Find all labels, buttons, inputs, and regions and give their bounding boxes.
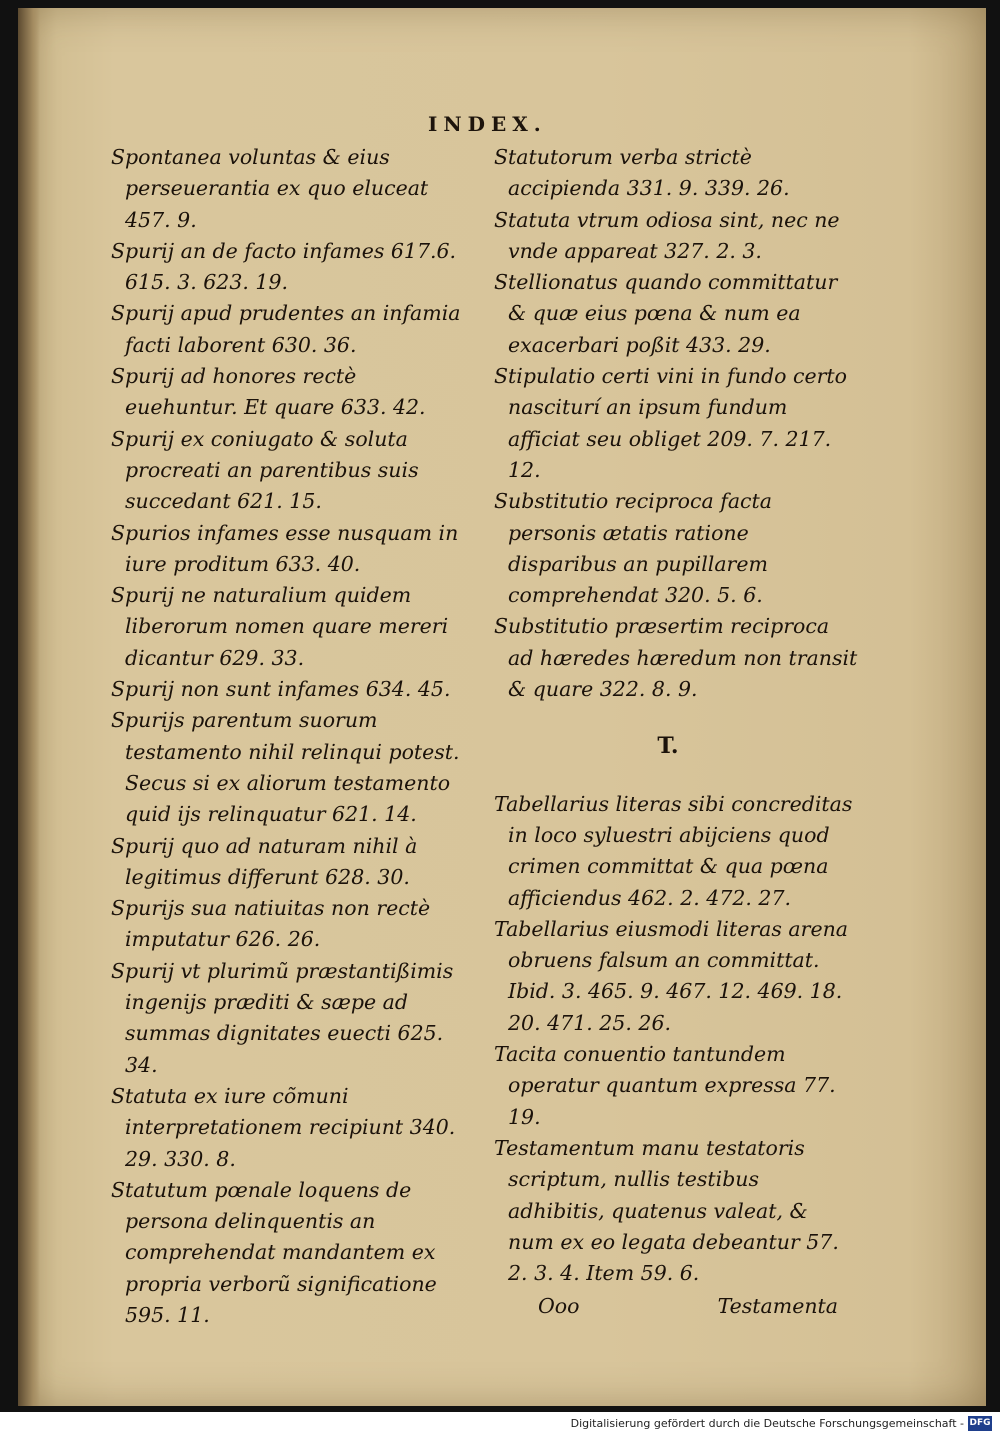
index-column-left: [95, 142, 465, 1331]
funding-credit: Digitalisierung gefördert durch die Deutsche Forschungsgemeinschaft -: [570, 1417, 964, 1430]
index-entry: Spurij ne naturalium quidem liberorum nomen quare mereri dicantur 629. 33.: [111, 583, 449, 670]
index-entry: Spurij ex coniugato & soluta procreati an parentibus suis succedant 621. 15.: [111, 426, 419, 514]
index-entry: Spurios infames esse nusquam in iure proditum 633. 40.: [111, 520, 459, 576]
index-entry: Statuta ex iure cõmuni interpretationem recipiunt 340. 29. 330. 8.: [111, 1083, 456, 1171]
index-entry: Substitutio præsertim reciproca ad hæredes hæredum non transit & quare 322. 8. 9.: [494, 614, 858, 702]
index-entry: Stipulatio certi vini in fundo certo nasciturí an ipsum fundum afficiat seu obliget 209. 7. 217. 12.: [494, 364, 847, 482]
index-entry: Tabellarius literas sibi concreditas in loco syluestri abijciens quod crimen committat & qua pœna afficiendus 462. 2. 472. 27.: [494, 791, 853, 910]
footer-bar: [0, 1412, 1000, 1437]
index-entry: Spurij vt plurimũ præstantißimis ingenijs præditi & sæpe ad summas dignitates euecti 625. 34.: [111, 958, 454, 1077]
index-column-right: [478, 142, 858, 1323]
index-entry: Spurijs sua natiuitas non rectè imputatur 626. 26.: [111, 896, 431, 952]
running-header: INDEX.: [428, 112, 547, 136]
index-entry: Spurij ad honores rectè euehuntur. Et quare 633. 42.: [111, 364, 426, 420]
index-entry: Spontanea voluntas & eius perseuerantia ex quo eluceat 457. 9.: [111, 145, 429, 232]
index-entry: Substitutio reciproca facta personis ætatis ratione disparibus an pupillarem comprehendat 320. 5. 6.: [494, 489, 772, 608]
index-entry: Statutorum verba strictè accipienda 331. 9. 339. 26.: [494, 145, 790, 201]
section-letter: T.: [657, 733, 679, 760]
index-entry: Statuta vtrum odiosa sint, nec ne vnde appareat 327. 2. 3.: [494, 207, 840, 263]
index-entry: Spurij non sunt infames 634. 45.: [111, 677, 451, 702]
catchword-row: [478, 1291, 858, 1322]
signature-mark: Ooo: [538, 1294, 580, 1319]
index-entry: Tacita conuentio tantundem operatur quantum expressa 77. 19.: [494, 1042, 836, 1129]
catchword: Testamenta: [717, 1294, 838, 1319]
index-entry: Testamentum manu testatoris scriptum, nullis testibus adhibitis, quatenus valeat, & num ex eo legata debeantur 57. 2. 3. 4. Item 59. 6.: [494, 1135, 839, 1286]
index-entry: Statutum pœnale loquens de persona delinquentis an comprehendat mandantem ex propria verborũ significatione 595. 11.: [111, 1177, 437, 1327]
index-entry: Stellionatus quando committatur & quæ eius pœna & num ea exacerbari poßit 433. 29.: [494, 270, 838, 357]
index-entry: Spurij quo ad naturam nihil à legitimus differunt 628. 30.: [111, 833, 418, 889]
index-entry: Spurij apud prudentes an infamia facti laborent 630. 36.: [111, 301, 461, 357]
index-entry: Tabellarius eiusmodi literas arena obruens falsum an committat. Ibid. 3. 465. 9. 467. 12. 469. 18. 20. 471. 25. 26.: [494, 916, 848, 1035]
index-entry: Spurijs parentum suorum testamento nihil relinqui potest. Secus si ex aliorum testamento quid ijs relinquatur 621. 14.: [111, 708, 460, 827]
index-entry: Spurij an de facto infames 617.6. 615. 3. 623. 19.: [111, 238, 457, 295]
dfg-logo-icon: DFG: [968, 1416, 992, 1431]
page-binding-edge: [18, 8, 40, 1406]
